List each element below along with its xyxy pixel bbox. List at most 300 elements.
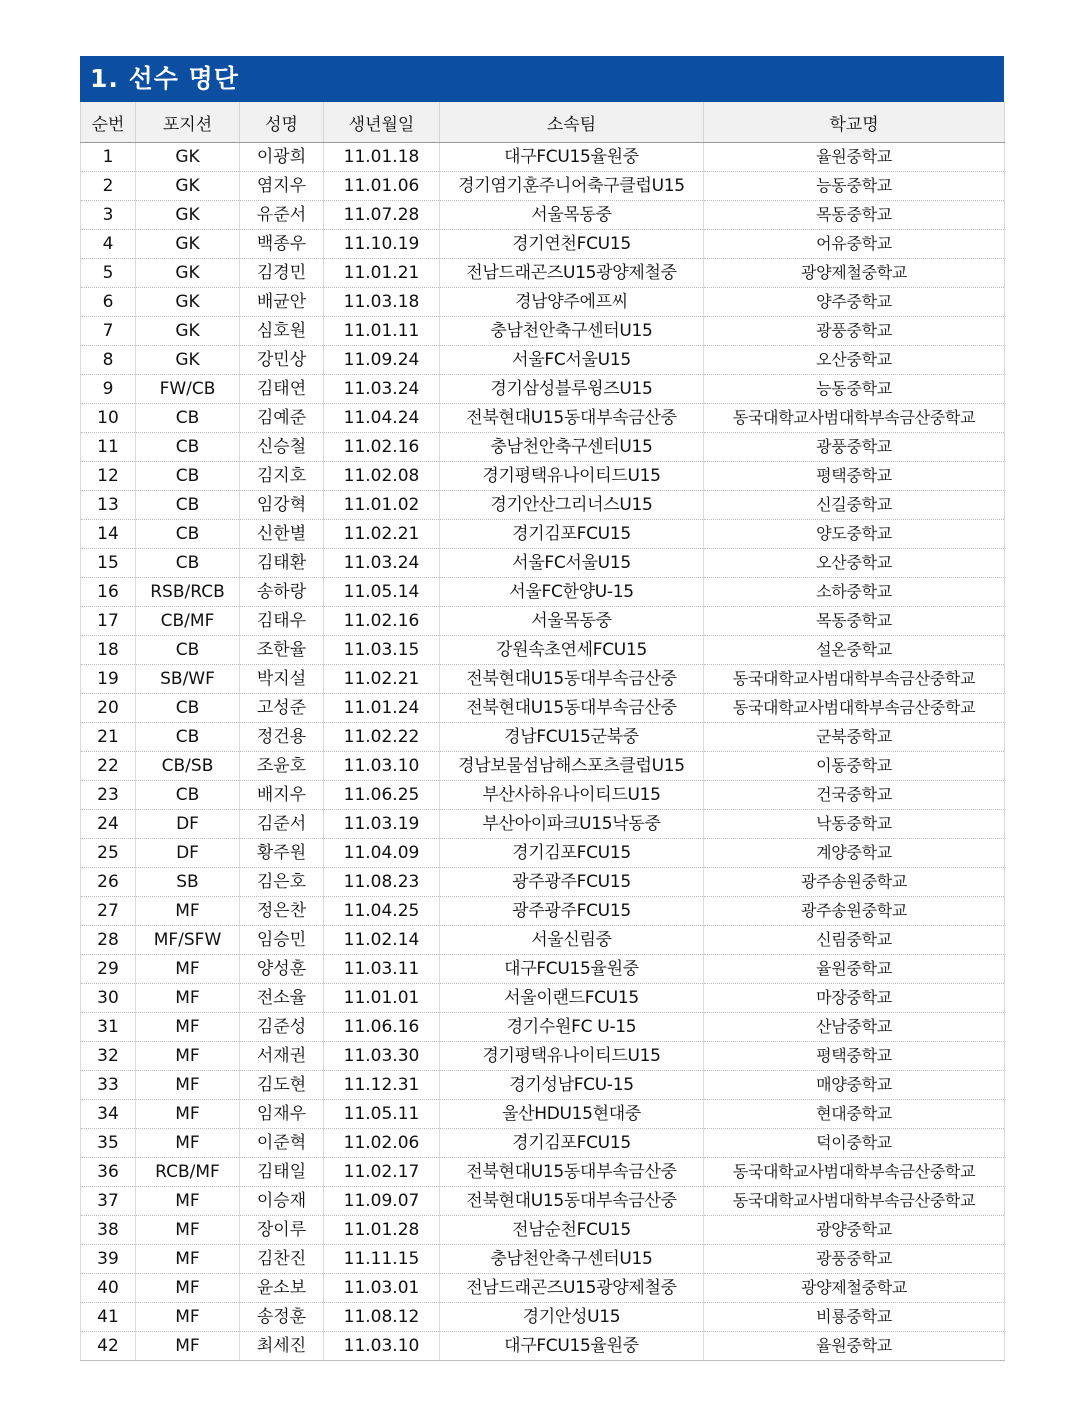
cell-position: MF bbox=[136, 897, 240, 926]
cell-school: 산남중학교 bbox=[704, 1013, 1005, 1042]
cell-birthdate: 11.09.24 bbox=[324, 346, 440, 375]
table-row bbox=[81, 143, 1005, 172]
cell-birthdate: 11.02.21 bbox=[324, 520, 440, 549]
cell-name: 전소율 bbox=[240, 984, 324, 1013]
cell-name: 송하랑 bbox=[240, 578, 324, 607]
cell-number: 9 bbox=[81, 375, 136, 404]
cell-position: MF bbox=[136, 1013, 240, 1042]
cell-birthdate: 11.03.10 bbox=[324, 752, 440, 781]
cell-school: 목동중학교 bbox=[704, 607, 1005, 636]
table-row bbox=[81, 1274, 1005, 1303]
cell-position: MF bbox=[136, 1332, 240, 1361]
cell-school: 이동중학교 bbox=[704, 752, 1005, 781]
cell-position: SB/WF bbox=[136, 665, 240, 694]
table-row bbox=[81, 317, 1005, 346]
cell-school: 군북중학교 bbox=[704, 723, 1005, 752]
cell-name: 이준혁 bbox=[240, 1129, 324, 1158]
cell-birthdate: 11.04.25 bbox=[324, 897, 440, 926]
column-header-team: 소속팀 bbox=[440, 102, 704, 143]
cell-number: 30 bbox=[81, 984, 136, 1013]
cell-birthdate: 11.03.18 bbox=[324, 288, 440, 317]
cell-name: 김태연 bbox=[240, 375, 324, 404]
cell-position: RSB/RCB bbox=[136, 578, 240, 607]
cell-birthdate: 11.10.19 bbox=[324, 230, 440, 259]
cell-team: 경남양주에프씨 bbox=[440, 288, 704, 317]
cell-name: 김태환 bbox=[240, 549, 324, 578]
table-row bbox=[81, 462, 1005, 491]
cell-school: 신길중학교 bbox=[704, 491, 1005, 520]
cell-number: 37 bbox=[81, 1187, 136, 1216]
cell-name: 신승철 bbox=[240, 433, 324, 462]
cell-name: 최세진 bbox=[240, 1332, 324, 1361]
table-body bbox=[81, 143, 1005, 1361]
cell-team: 전남드래곤즈U15광양제철중 bbox=[440, 1274, 704, 1303]
cell-school: 목동중학교 bbox=[704, 201, 1005, 230]
cell-team: 전북현대U15동대부속금산중 bbox=[440, 1158, 704, 1187]
cell-position: GK bbox=[136, 172, 240, 201]
cell-position: GK bbox=[136, 346, 240, 375]
cell-name: 임강혁 bbox=[240, 491, 324, 520]
cell-number: 14 bbox=[81, 520, 136, 549]
cell-name: 염지우 bbox=[240, 172, 324, 201]
cell-school: 율원중학교 bbox=[704, 143, 1005, 172]
table-row bbox=[81, 636, 1005, 665]
cell-school: 소하중학교 bbox=[704, 578, 1005, 607]
cell-team: 강원속초연세FCU15 bbox=[440, 636, 704, 665]
cell-school: 율원중학교 bbox=[704, 1332, 1005, 1361]
cell-school: 광풍중학교 bbox=[704, 317, 1005, 346]
cell-name: 김예준 bbox=[240, 404, 324, 433]
cell-name: 장이루 bbox=[240, 1216, 324, 1245]
cell-team: 서울FC서울U15 bbox=[440, 549, 704, 578]
cell-school: 광양중학교 bbox=[704, 1216, 1005, 1245]
cell-position: CB/MF bbox=[136, 607, 240, 636]
cell-team: 경기평택유나이티드U15 bbox=[440, 1042, 704, 1071]
table-row bbox=[81, 868, 1005, 897]
cell-name: 김도현 bbox=[240, 1071, 324, 1100]
cell-birthdate: 11.03.24 bbox=[324, 375, 440, 404]
cell-number: 17 bbox=[81, 607, 136, 636]
cell-position: MF bbox=[136, 955, 240, 984]
cell-name: 정건용 bbox=[240, 723, 324, 752]
cell-number: 21 bbox=[81, 723, 136, 752]
table-row bbox=[81, 1013, 1005, 1042]
table-row bbox=[81, 607, 1005, 636]
cell-birthdate: 11.01.18 bbox=[324, 143, 440, 172]
cell-position: MF bbox=[136, 1187, 240, 1216]
table-row bbox=[81, 1216, 1005, 1245]
table-row bbox=[81, 375, 1005, 404]
cell-name: 김태일 bbox=[240, 1158, 324, 1187]
cell-birthdate: 11.06.25 bbox=[324, 781, 440, 810]
cell-number: 22 bbox=[81, 752, 136, 781]
table-row bbox=[81, 1042, 1005, 1071]
cell-position: MF bbox=[136, 1303, 240, 1332]
cell-position: MF bbox=[136, 1071, 240, 1100]
table-row bbox=[81, 404, 1005, 433]
table-row bbox=[81, 810, 1005, 839]
cell-team: 부산사하유나이티드U15 bbox=[440, 781, 704, 810]
cell-position: MF bbox=[136, 1042, 240, 1071]
cell-school: 오산중학교 bbox=[704, 549, 1005, 578]
table-row bbox=[81, 1129, 1005, 1158]
cell-number: 27 bbox=[81, 897, 136, 926]
cell-team: 서울목동중 bbox=[440, 607, 704, 636]
cell-number: 26 bbox=[81, 868, 136, 897]
cell-team: 전남드래곤즈U15광양제철중 bbox=[440, 259, 704, 288]
cell-team: 경기수원FC U-15 bbox=[440, 1013, 704, 1042]
cell-team: 광주광주FCU15 bbox=[440, 897, 704, 926]
cell-team: 경기연천FCU15 bbox=[440, 230, 704, 259]
cell-number: 39 bbox=[81, 1245, 136, 1274]
cell-team: 서울목동중 bbox=[440, 201, 704, 230]
cell-school: 광양제철중학교 bbox=[704, 259, 1005, 288]
cell-number: 38 bbox=[81, 1216, 136, 1245]
cell-name: 김태우 bbox=[240, 607, 324, 636]
section-title: 1. 선수 명단 bbox=[80, 56, 1004, 102]
cell-name: 이광희 bbox=[240, 143, 324, 172]
cell-team: 경기김포FCU15 bbox=[440, 1129, 704, 1158]
table-row bbox=[81, 955, 1005, 984]
cell-name: 김찬진 bbox=[240, 1245, 324, 1274]
cell-position: RCB/MF bbox=[136, 1158, 240, 1187]
cell-position: MF bbox=[136, 1100, 240, 1129]
cell-name: 김지호 bbox=[240, 462, 324, 491]
cell-team: 전북현대U15동대부속금산중 bbox=[440, 1187, 704, 1216]
cell-position: MF/SFW bbox=[136, 926, 240, 955]
cell-number: 36 bbox=[81, 1158, 136, 1187]
cell-name: 고성준 bbox=[240, 694, 324, 723]
cell-school: 광양제철중학교 bbox=[704, 1274, 1005, 1303]
column-header-position: 포지션 bbox=[136, 102, 240, 143]
cell-birthdate: 11.08.23 bbox=[324, 868, 440, 897]
cell-school: 신림중학교 bbox=[704, 926, 1005, 955]
cell-name: 양성훈 bbox=[240, 955, 324, 984]
cell-name: 임승민 bbox=[240, 926, 324, 955]
table-row bbox=[81, 897, 1005, 926]
cell-school: 양도중학교 bbox=[704, 520, 1005, 549]
cell-position: GK bbox=[136, 230, 240, 259]
cell-name: 조한율 bbox=[240, 636, 324, 665]
table-row bbox=[81, 288, 1005, 317]
cell-birthdate: 11.09.07 bbox=[324, 1187, 440, 1216]
cell-position: MF bbox=[136, 1216, 240, 1245]
cell-name: 김준성 bbox=[240, 1013, 324, 1042]
cell-team: 경남FCU15군북중 bbox=[440, 723, 704, 752]
cell-birthdate: 11.07.28 bbox=[324, 201, 440, 230]
table-row bbox=[81, 346, 1005, 375]
table-row bbox=[81, 1245, 1005, 1274]
cell-name: 서재권 bbox=[240, 1042, 324, 1071]
table-row bbox=[81, 172, 1005, 201]
cell-birthdate: 11.02.22 bbox=[324, 723, 440, 752]
cell-team: 전남순천FCU15 bbox=[440, 1216, 704, 1245]
cell-position: CB bbox=[136, 433, 240, 462]
cell-birthdate: 11.02.21 bbox=[324, 665, 440, 694]
cell-team: 대구FCU15율원중 bbox=[440, 955, 704, 984]
cell-team: 서울FC한양U-15 bbox=[440, 578, 704, 607]
cell-birthdate: 11.02.17 bbox=[324, 1158, 440, 1187]
cell-birthdate: 11.01.21 bbox=[324, 259, 440, 288]
cell-number: 15 bbox=[81, 549, 136, 578]
cell-birthdate: 11.01.24 bbox=[324, 694, 440, 723]
cell-number: 40 bbox=[81, 1274, 136, 1303]
cell-position: CB bbox=[136, 723, 240, 752]
cell-birthdate: 11.03.24 bbox=[324, 549, 440, 578]
column-header-school: 학교명 bbox=[704, 102, 1005, 143]
cell-number: 3 bbox=[81, 201, 136, 230]
cell-birthdate: 11.06.16 bbox=[324, 1013, 440, 1042]
cell-position: CB bbox=[136, 694, 240, 723]
cell-school: 광풍중학교 bbox=[704, 1245, 1005, 1274]
cell-team: 광주광주FCU15 bbox=[440, 868, 704, 897]
cell-team: 경기성남FCU-15 bbox=[440, 1071, 704, 1100]
cell-name: 유준서 bbox=[240, 201, 324, 230]
table-header-row bbox=[81, 102, 1005, 143]
cell-school: 능동중학교 bbox=[704, 172, 1005, 201]
cell-name: 김은호 bbox=[240, 868, 324, 897]
cell-birthdate: 11.01.06 bbox=[324, 172, 440, 201]
table-row bbox=[81, 665, 1005, 694]
cell-name: 백종우 bbox=[240, 230, 324, 259]
player-roster-table bbox=[80, 102, 1005, 1361]
cell-position: GK bbox=[136, 143, 240, 172]
cell-birthdate: 11.02.08 bbox=[324, 462, 440, 491]
cell-position: CB bbox=[136, 462, 240, 491]
cell-team: 경기삼성블루윙즈U15 bbox=[440, 375, 704, 404]
cell-position: DF bbox=[136, 810, 240, 839]
cell-team: 전북현대U15동대부속금산중 bbox=[440, 404, 704, 433]
cell-number: 35 bbox=[81, 1129, 136, 1158]
cell-position: MF bbox=[136, 1274, 240, 1303]
cell-position: GK bbox=[136, 259, 240, 288]
cell-position: CB bbox=[136, 404, 240, 433]
table-row bbox=[81, 520, 1005, 549]
cell-team: 경기평택유나이티드U15 bbox=[440, 462, 704, 491]
cell-position: CB bbox=[136, 781, 240, 810]
cell-school: 동국대학교사범대학부속금산중학교 bbox=[704, 1187, 1005, 1216]
cell-position: MF bbox=[136, 1129, 240, 1158]
cell-name: 황주원 bbox=[240, 839, 324, 868]
cell-school: 동국대학교사범대학부속금산중학교 bbox=[704, 694, 1005, 723]
cell-school: 동국대학교사범대학부속금산중학교 bbox=[704, 404, 1005, 433]
cell-birthdate: 11.02.16 bbox=[324, 607, 440, 636]
cell-birthdate: 11.02.06 bbox=[324, 1129, 440, 1158]
cell-name: 송정훈 bbox=[240, 1303, 324, 1332]
cell-number: 23 bbox=[81, 781, 136, 810]
cell-team: 부산아이파크U15낙동중 bbox=[440, 810, 704, 839]
cell-birthdate: 11.05.14 bbox=[324, 578, 440, 607]
cell-position: FW/CB bbox=[136, 375, 240, 404]
cell-birthdate: 11.01.01 bbox=[324, 984, 440, 1013]
table-row bbox=[81, 549, 1005, 578]
cell-birthdate: 11.11.15 bbox=[324, 1245, 440, 1274]
table-row bbox=[81, 984, 1005, 1013]
table-row bbox=[81, 781, 1005, 810]
cell-school: 마장중학교 bbox=[704, 984, 1005, 1013]
cell-name: 심호원 bbox=[240, 317, 324, 346]
cell-birthdate: 11.02.14 bbox=[324, 926, 440, 955]
cell-number: 41 bbox=[81, 1303, 136, 1332]
cell-team: 대구FCU15율원중 bbox=[440, 143, 704, 172]
cell-school: 계양중학교 bbox=[704, 839, 1005, 868]
cell-birthdate: 11.03.10 bbox=[324, 1332, 440, 1361]
cell-number: 18 bbox=[81, 636, 136, 665]
table-row bbox=[81, 491, 1005, 520]
cell-school: 어유중학교 bbox=[704, 230, 1005, 259]
table-row bbox=[81, 433, 1005, 462]
cell-team: 전북현대U15동대부속금산중 bbox=[440, 694, 704, 723]
cell-position: CB/SB bbox=[136, 752, 240, 781]
cell-number: 2 bbox=[81, 172, 136, 201]
cell-school: 동국대학교사범대학부속금산중학교 bbox=[704, 665, 1005, 694]
cell-position: GK bbox=[136, 317, 240, 346]
cell-number: 8 bbox=[81, 346, 136, 375]
cell-birthdate: 11.03.19 bbox=[324, 810, 440, 839]
cell-birthdate: 11.03.15 bbox=[324, 636, 440, 665]
cell-school: 평택중학교 bbox=[704, 462, 1005, 491]
cell-position: GK bbox=[136, 288, 240, 317]
cell-number: 31 bbox=[81, 1013, 136, 1042]
cell-number: 32 bbox=[81, 1042, 136, 1071]
column-header-name: 성명 bbox=[240, 102, 324, 143]
cell-birthdate: 11.03.01 bbox=[324, 1274, 440, 1303]
cell-school: 비룡중학교 bbox=[704, 1303, 1005, 1332]
cell-number: 1 bbox=[81, 143, 136, 172]
cell-school: 광주송원중학교 bbox=[704, 897, 1005, 926]
cell-school: 설온중학교 bbox=[704, 636, 1005, 665]
cell-number: 16 bbox=[81, 578, 136, 607]
cell-number: 42 bbox=[81, 1332, 136, 1361]
table-row bbox=[81, 752, 1005, 781]
cell-birthdate: 11.01.02 bbox=[324, 491, 440, 520]
cell-number: 11 bbox=[81, 433, 136, 462]
cell-number: 6 bbox=[81, 288, 136, 317]
cell-school: 광풍중학교 bbox=[704, 433, 1005, 462]
cell-school: 동국대학교사범대학부속금산중학교 bbox=[704, 1158, 1005, 1187]
table-row bbox=[81, 1303, 1005, 1332]
cell-school: 건국중학교 bbox=[704, 781, 1005, 810]
table-row bbox=[81, 926, 1005, 955]
table-row bbox=[81, 578, 1005, 607]
cell-position: DF bbox=[136, 839, 240, 868]
cell-school: 낙동중학교 bbox=[704, 810, 1005, 839]
cell-team: 전북현대U15동대부속금산중 bbox=[440, 665, 704, 694]
cell-team: 경기염기훈주니어축구클럽U15 bbox=[440, 172, 704, 201]
cell-position: CB bbox=[136, 520, 240, 549]
cell-name: 조윤호 bbox=[240, 752, 324, 781]
cell-birthdate: 11.12.31 bbox=[324, 1071, 440, 1100]
table-row bbox=[81, 230, 1005, 259]
cell-birthdate: 11.04.24 bbox=[324, 404, 440, 433]
cell-school: 오산중학교 bbox=[704, 346, 1005, 375]
cell-name: 윤소보 bbox=[240, 1274, 324, 1303]
cell-team: 서울FC서울U15 bbox=[440, 346, 704, 375]
cell-position: CB bbox=[136, 636, 240, 665]
cell-number: 13 bbox=[81, 491, 136, 520]
table-row bbox=[81, 1187, 1005, 1216]
cell-team: 경기안성U15 bbox=[440, 1303, 704, 1332]
table-row bbox=[81, 694, 1005, 723]
cell-number: 10 bbox=[81, 404, 136, 433]
cell-number: 29 bbox=[81, 955, 136, 984]
cell-number: 12 bbox=[81, 462, 136, 491]
table-row bbox=[81, 723, 1005, 752]
cell-position: MF bbox=[136, 1245, 240, 1274]
cell-name: 정은찬 bbox=[240, 897, 324, 926]
cell-birthdate: 11.02.16 bbox=[324, 433, 440, 462]
table-row bbox=[81, 1332, 1005, 1361]
cell-position: CB bbox=[136, 549, 240, 578]
cell-name: 강민상 bbox=[240, 346, 324, 375]
cell-birthdate: 11.04.09 bbox=[324, 839, 440, 868]
cell-number: 19 bbox=[81, 665, 136, 694]
cell-team: 서울이랜드FCU15 bbox=[440, 984, 704, 1013]
cell-birthdate: 11.01.28 bbox=[324, 1216, 440, 1245]
cell-position: MF bbox=[136, 984, 240, 1013]
cell-birthdate: 11.05.11 bbox=[324, 1100, 440, 1129]
column-header-number: 순번 bbox=[81, 102, 136, 143]
table-row bbox=[81, 201, 1005, 230]
cell-birthdate: 11.08.12 bbox=[324, 1303, 440, 1332]
cell-name: 김경민 bbox=[240, 259, 324, 288]
cell-team: 경기김포FCU15 bbox=[440, 839, 704, 868]
cell-team: 경남보물섬남해스포츠클럽U15 bbox=[440, 752, 704, 781]
cell-team: 서울신림중 bbox=[440, 926, 704, 955]
cell-team: 충남천안축구센터U15 bbox=[440, 317, 704, 346]
cell-team: 경기김포FCU15 bbox=[440, 520, 704, 549]
cell-name: 배균안 bbox=[240, 288, 324, 317]
cell-number: 34 bbox=[81, 1100, 136, 1129]
cell-birthdate: 11.03.30 bbox=[324, 1042, 440, 1071]
cell-number: 20 bbox=[81, 694, 136, 723]
cell-position: GK bbox=[136, 201, 240, 230]
table-row bbox=[81, 1158, 1005, 1187]
cell-team: 경기안산그리너스U15 bbox=[440, 491, 704, 520]
cell-position: SB bbox=[136, 868, 240, 897]
cell-number: 24 bbox=[81, 810, 136, 839]
table-row bbox=[81, 839, 1005, 868]
cell-position: CB bbox=[136, 491, 240, 520]
cell-school: 현대중학교 bbox=[704, 1100, 1005, 1129]
cell-school: 광주송원중학교 bbox=[704, 868, 1005, 897]
cell-name: 신한별 bbox=[240, 520, 324, 549]
cell-school: 능동중학교 bbox=[704, 375, 1005, 404]
cell-number: 33 bbox=[81, 1071, 136, 1100]
cell-school: 율원중학교 bbox=[704, 955, 1005, 984]
table-row bbox=[81, 1100, 1005, 1129]
cell-birthdate: 11.01.11 bbox=[324, 317, 440, 346]
cell-number: 4 bbox=[81, 230, 136, 259]
cell-birthdate: 11.03.11 bbox=[324, 955, 440, 984]
cell-number: 7 bbox=[81, 317, 136, 346]
cell-school: 양주중학교 bbox=[704, 288, 1005, 317]
cell-number: 5 bbox=[81, 259, 136, 288]
cell-name: 김준서 bbox=[240, 810, 324, 839]
cell-school: 매양중학교 bbox=[704, 1071, 1005, 1100]
cell-number: 28 bbox=[81, 926, 136, 955]
cell-name: 임재우 bbox=[240, 1100, 324, 1129]
cell-team: 충남천안축구센터U15 bbox=[440, 1245, 704, 1274]
column-header-birthdate: 생년월일 bbox=[324, 102, 440, 143]
cell-name: 이승재 bbox=[240, 1187, 324, 1216]
cell-team: 대구FCU15율원중 bbox=[440, 1332, 704, 1361]
cell-number: 25 bbox=[81, 839, 136, 868]
cell-name: 박지설 bbox=[240, 665, 324, 694]
cell-school: 덕이중학교 bbox=[704, 1129, 1005, 1158]
cell-team: 충남천안축구센터U15 bbox=[440, 433, 704, 462]
table-row bbox=[81, 259, 1005, 288]
